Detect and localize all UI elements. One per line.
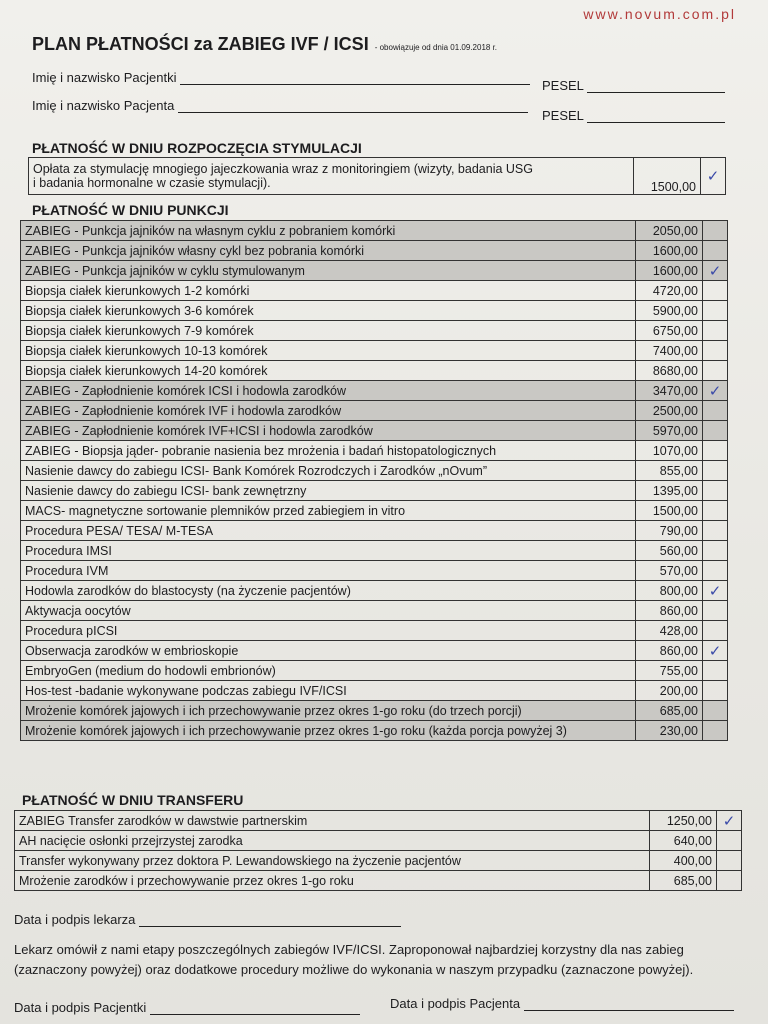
table-row [21, 661, 728, 681]
row-checkmark[interactable] [703, 621, 728, 641]
table-row [21, 701, 728, 721]
male-name-label: Imię i nazwisko Pacjenta [32, 98, 175, 113]
row-description: ZABIEG - Zapłodnienie komórek IVF+ICSI i hodowla zarodków [21, 421, 636, 441]
male-name-field[interactable] [178, 99, 528, 113]
row-price: 8680,00 [636, 361, 703, 381]
row-description: Aktywacja oocytów [21, 601, 636, 621]
table-row [15, 871, 742, 891]
row-price: 2500,00 [636, 401, 703, 421]
row-description: Procedura IVM [21, 561, 636, 581]
transfer-table [14, 810, 742, 891]
female-name-field[interactable] [180, 71, 530, 85]
row-checkmark[interactable] [703, 601, 728, 621]
row-description: ZABIEG Transfer zarodków w dawstwie partnerskim [15, 811, 650, 831]
female-signature-line [14, 1000, 360, 1015]
row-checkmark[interactable]: ✓ [703, 381, 728, 401]
female-pesel-line [542, 78, 725, 93]
puncture-section-title: PŁATNOŚĆ W DNIU PUNKCJI [32, 202, 229, 218]
row-price: 560,00 [636, 541, 703, 561]
table-row [21, 221, 728, 241]
male-sign-label: Data i podpis Pacjenta [390, 996, 521, 1011]
table-row [21, 321, 728, 341]
row-checkmark[interactable] [703, 681, 728, 701]
consent-statement: Lekarz omówił z nami etapy poszczególnych zabiegów IVF/ICSI. Zaproponował najbardziej korzystny dla nas zabieg (zaznaczony powyżej) oraz dodatkowe procedury możliwe do wykonania w naszym przypadku (zaznaczone powyżej). [14, 942, 694, 977]
validity-note: - obowiązuje od dnia 01.09.2018 r. [374, 43, 498, 52]
table-row [21, 541, 728, 561]
table-row [29, 158, 726, 195]
row-checkmark[interactable]: ✓ [703, 581, 728, 601]
male-signature-field[interactable] [524, 997, 734, 1011]
row-description: EmbryoGen (medium do hodowli embrionów) [21, 661, 636, 681]
row-checkmark[interactable] [717, 851, 742, 871]
table-row [21, 281, 728, 301]
table-row [21, 441, 728, 461]
female-name-label: Imię i nazwisko Pacjentki [32, 70, 177, 85]
row-checkmark[interactable] [703, 361, 728, 381]
row-checkmark[interactable] [703, 541, 728, 561]
table-row [21, 241, 728, 261]
row-price: 5970,00 [636, 421, 703, 441]
row-price: 685,00 [650, 871, 717, 891]
row-checkmark[interactable] [703, 321, 728, 341]
row-checkmark[interactable] [703, 521, 728, 541]
male-patient-line [32, 98, 528, 113]
row-description: Nasienie dawcy do zabiegu ICSI- bank zewnętrzny [21, 481, 636, 501]
row-description: Hodowla zarodków do blastocysty (na życzenie pacjentów) [21, 581, 636, 601]
row-price: 230,00 [636, 721, 703, 741]
row-checkmark[interactable] [703, 461, 728, 481]
row-price: 1395,00 [636, 481, 703, 501]
row-checkmark[interactable] [703, 721, 728, 741]
row-checkmark[interactable] [703, 341, 728, 361]
row-description-line2: i badania hormonalne w czasie stymulacji). [33, 176, 271, 190]
row-description: ZABIEG - Biopsja jąder- pobranie nasienia bez mrożenia i badań histopatologicznych [21, 441, 636, 461]
row-price: 1500,00 [634, 158, 701, 195]
row-price: 860,00 [636, 601, 703, 621]
row-description: ZABIEG - Punkcja jajników w cyklu stymulowanym [21, 261, 636, 281]
row-price: 1070,00 [636, 441, 703, 461]
row-description: AH nacięcie osłonki przejrzystej zarodka [15, 831, 650, 851]
row-checkmark[interactable] [717, 831, 742, 851]
row-description: Biopsja ciałek kierunkowych 7-9 komórek [21, 321, 636, 341]
row-checkmark[interactable] [703, 221, 728, 241]
row-description: MACS- magnetyczne sortowanie plemników przed zabiegiem in vitro [21, 501, 636, 521]
row-price: 640,00 [650, 831, 717, 851]
table-row [21, 641, 728, 661]
row-price: 200,00 [636, 681, 703, 701]
row-description: Biopsja ciałek kierunkowych 3-6 komórek [21, 301, 636, 321]
row-checkmark[interactable] [703, 481, 728, 501]
row-description: Obserwacja zarodków w embrioskopie [21, 641, 636, 661]
table-row [21, 461, 728, 481]
row-checkmark[interactable] [703, 501, 728, 521]
table-row [21, 561, 728, 581]
female-pesel-label: PESEL [542, 78, 584, 93]
table-row [15, 831, 742, 851]
row-checkmark[interactable]: ✓ [717, 811, 742, 831]
row-checkmark[interactable]: ✓ [701, 158, 726, 195]
table-row [21, 361, 728, 381]
row-price: 2050,00 [636, 221, 703, 241]
row-price: 4720,00 [636, 281, 703, 301]
row-description: Procedura pICSI [21, 621, 636, 641]
male-pesel-field[interactable] [587, 109, 725, 123]
row-description: ZABIEG - Zapłodnienie komórek ICSI i hodowla zarodków [21, 381, 636, 401]
row-description: ZABIEG - Punkcja jajników na własnym cyklu z pobraniem komórki [21, 221, 636, 241]
table-row [21, 481, 728, 501]
row-checkmark[interactable] [717, 871, 742, 891]
stimulation-section-title: PŁATNOŚĆ W DNIU ROZPOCZĘCIA STYMULACJI [32, 140, 362, 156]
row-price: 1600,00 [636, 261, 703, 281]
row-price: 428,00 [636, 621, 703, 641]
row-price: 685,00 [636, 701, 703, 721]
row-price: 400,00 [650, 851, 717, 871]
female-signature-field[interactable] [150, 1001, 360, 1015]
row-checkmark[interactable] [703, 241, 728, 261]
table-row [21, 381, 728, 401]
male-pesel-label: PESEL [542, 108, 584, 123]
row-checkmark[interactable] [703, 421, 728, 441]
puncture-table [20, 220, 728, 741]
row-checkmark[interactable] [703, 301, 728, 321]
row-checkmark[interactable]: ✓ [703, 261, 728, 281]
row-description [29, 158, 634, 195]
row-checkmark[interactable] [703, 561, 728, 581]
row-checkmark[interactable] [703, 661, 728, 681]
male-pesel-line [542, 108, 725, 123]
puncture-table-body [21, 221, 728, 741]
row-price: 790,00 [636, 521, 703, 541]
stimulation-table [28, 157, 726, 195]
row-description: Nasienie dawcy do zabiegu ICSI- Bank Komórek Rozrodczych i Zarodków „nOvum” [21, 461, 636, 481]
table-row [21, 401, 728, 421]
transfer-section-title: PŁATNOŚĆ W DNIU TRANSFERU [22, 792, 244, 808]
title-text: PLAN PŁATNOŚCI za ZABIEG IVF / ICSI [32, 34, 369, 54]
row-description-line1: Opłata za stymulację mnogiego jajeczkowania wraz z monitoringiem (wizyty, badania USG [33, 162, 533, 176]
female-sign-label: Data i podpis Pacjentki [14, 1000, 147, 1015]
table-row [21, 581, 728, 601]
row-price: 1250,00 [650, 811, 717, 831]
doctor-signature-field[interactable] [139, 913, 401, 927]
clinic-url: www.novum.com.pl [583, 6, 736, 22]
row-price: 860,00 [636, 641, 703, 661]
male-signature-line [390, 996, 734, 1011]
row-description: ZABIEG - Punkcja jajników własny cykl bez pobrania komórki [21, 241, 636, 261]
doctor-signature-line [14, 912, 401, 927]
row-description: Hos-test -badanie wykonywane podczas zabiegu IVF/ICSI [21, 681, 636, 701]
row-price: 570,00 [636, 561, 703, 581]
table-row [21, 681, 728, 701]
document-title [32, 34, 497, 55]
row-checkmark[interactable]: ✓ [703, 641, 728, 661]
row-description: Transfer wykonywany przez doktora P. Lewandowskiego na życzenie pacjentów [15, 851, 650, 871]
row-checkmark[interactable] [703, 441, 728, 461]
row-checkmark[interactable] [703, 281, 728, 301]
row-description: Biopsja ciałek kierunkowych 10-13 komórek [21, 341, 636, 361]
row-price: 7400,00 [636, 341, 703, 361]
row-description: Procedura PESA/ TESA/ M-TESA [21, 521, 636, 541]
row-description: Procedura IMSI [21, 541, 636, 561]
table-row [21, 521, 728, 541]
female-pesel-field[interactable] [587, 79, 725, 93]
row-description: ZABIEG - Zapłodnienie komórek IVF i hodowla zarodków [21, 401, 636, 421]
row-description: Mrożenie komórek jajowych i ich przechowywanie przez okres 1-go roku (każda porcja powyżej 3) [21, 721, 636, 741]
row-price: 800,00 [636, 581, 703, 601]
table-row [21, 301, 728, 321]
table-row [21, 341, 728, 361]
table-row [21, 621, 728, 641]
table-row [21, 261, 728, 281]
row-checkmark[interactable] [703, 701, 728, 721]
row-checkmark[interactable] [703, 401, 728, 421]
row-price: 3470,00 [636, 381, 703, 401]
table-row [21, 601, 728, 621]
table-row [21, 721, 728, 741]
table-row [21, 421, 728, 441]
table-row [15, 851, 742, 871]
female-patient-line [32, 70, 530, 85]
row-description: Biopsja ciałek kierunkowych 1-2 komórki [21, 281, 636, 301]
table-row [15, 811, 742, 831]
row-price: 855,00 [636, 461, 703, 481]
row-description: Mrożenie zarodków i przechowywanie przez okres 1-go roku [15, 871, 650, 891]
doctor-sign-label: Data i podpis lekarza [14, 912, 136, 927]
row-price: 1600,00 [636, 241, 703, 261]
row-price: 6750,00 [636, 321, 703, 341]
row-description: Mrożenie komórek jajowych i ich przechowywanie przez okres 1-go roku (do trzech porcji) [21, 701, 636, 721]
transfer-table-body [15, 811, 742, 891]
row-description: Biopsja ciałek kierunkowych 14-20 komórek [21, 361, 636, 381]
table-row [21, 501, 728, 521]
row-price: 1500,00 [636, 501, 703, 521]
row-price: 5900,00 [636, 301, 703, 321]
row-price: 755,00 [636, 661, 703, 681]
